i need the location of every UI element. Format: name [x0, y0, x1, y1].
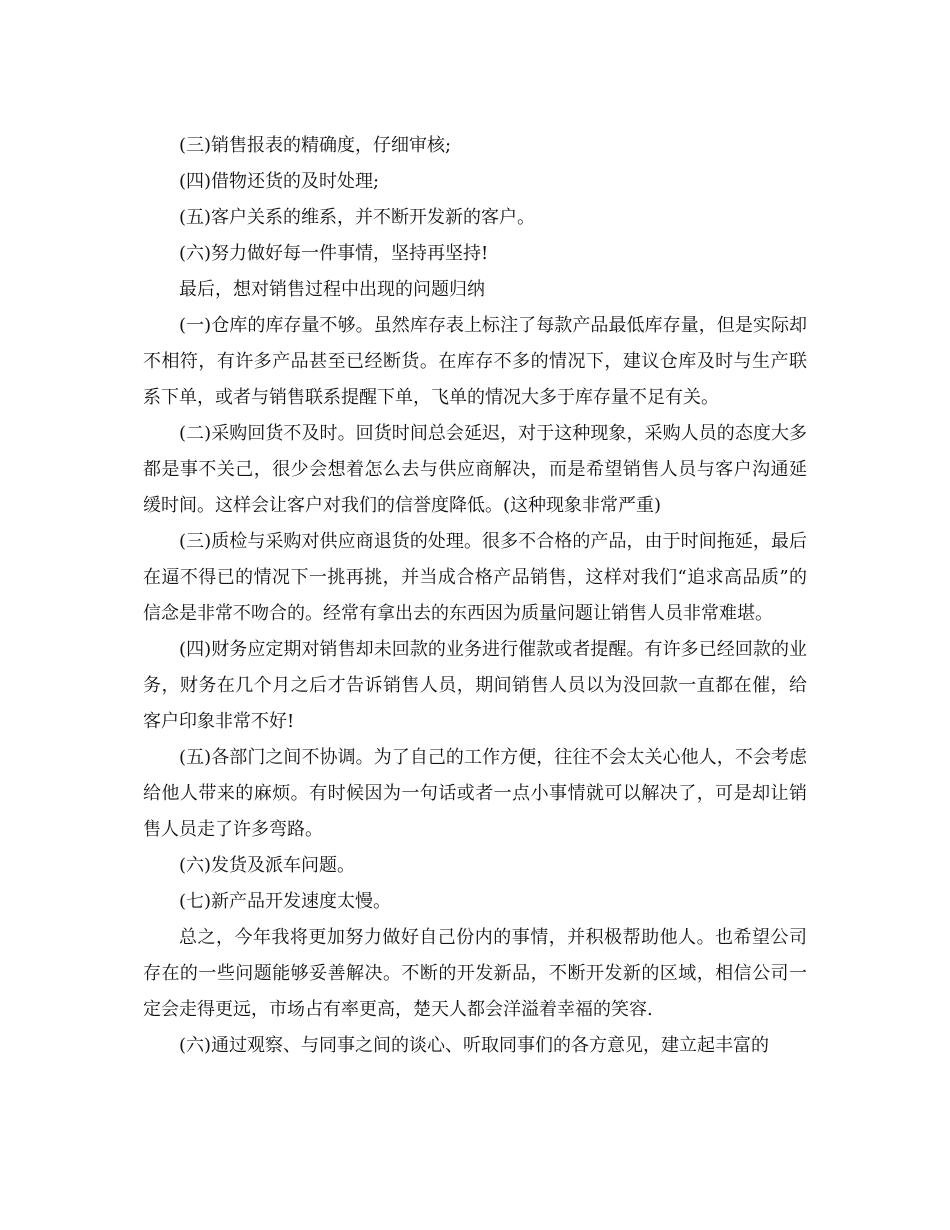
paragraph: 最后，想对销售过程中出现的问题归纳 — [179, 279, 485, 300]
paragraph: (一)仓库的库存量不够。虽然库存表上标注了每款产品最低库存量，但是实际却不相符，有许多产品甚至已经断货。在库存不多的情况下，建议仓库及时与生产联系下单，或者与销售联系提醒下单，飞单的情况大多于库存量不足有关。 — [143, 315, 807, 408]
paragraph: (六)通过观察、与同事之间的谈心、听取同事们的各方意见，建立起丰富的 — [179, 1035, 770, 1056]
paragraph: (六)发货及派车问题。 — [179, 855, 356, 876]
paragraph: (三)质检与采购对供应商退货的处理。很多不合格的产品，由于时间拖延，最后在逼不得已的情况下一挑再挑，并当成合格产品销售，这样对我们“追求高品质”的信念是非常不吻合的。经常有拿出去的东西因为质量问题让销售人员非常难堪。 — [143, 531, 807, 624]
paragraph: (五)各部门之间不协调。为了自己的工作方便，往往不会太关心他人，不会考虑给他人带来的麻烦。有时候因为一句话或者一点小事情就可以解决了，可是却让销售人员走了许多弯路。 — [143, 747, 807, 840]
paragraph: (四)借物还货的及时处理; — [179, 171, 380, 192]
paragraph: (三)销售报表的精确度，仔细审核; — [179, 135, 452, 156]
paragraph: (二)采购回货不及时。回货时间总会延迟，对于这种现象，采购人员的态度大多都是事不关己，很少会想着怎么去与供应商解决，而是希望销售人员与客户沟通延缓时间。这样会让客户对我们的信誉度降低。(这种现象非常严重) — [143, 423, 807, 516]
paragraph: (五)客户关系的维系，并不断开发新的客户。 — [179, 207, 536, 228]
paragraph: 总之，今年我将更加努力做好自己份内的事情，并积极帮助他人。也希望公司存在的一些问题能够妥善解决。不断的开发新品，不断开发新的区域，相信公司一定会走得更远，市场占有率更高，楚天人都会洋溢着幸福的笑容. — [143, 927, 807, 1020]
paragraph: (四)财务应定期对销售却未回款的业务进行催款或者提醒。有许多已经回款的业务，财务在几个月之后才告诉销售人员，期间销售人员以为没回款一直都在催，给客户印象非常不好! — [143, 639, 807, 732]
paragraph: (七)新产品开发速度太慢。 — [179, 891, 392, 912]
paragraph: (六)努力做好每一件事情，坚持再坚持! — [179, 243, 489, 264]
